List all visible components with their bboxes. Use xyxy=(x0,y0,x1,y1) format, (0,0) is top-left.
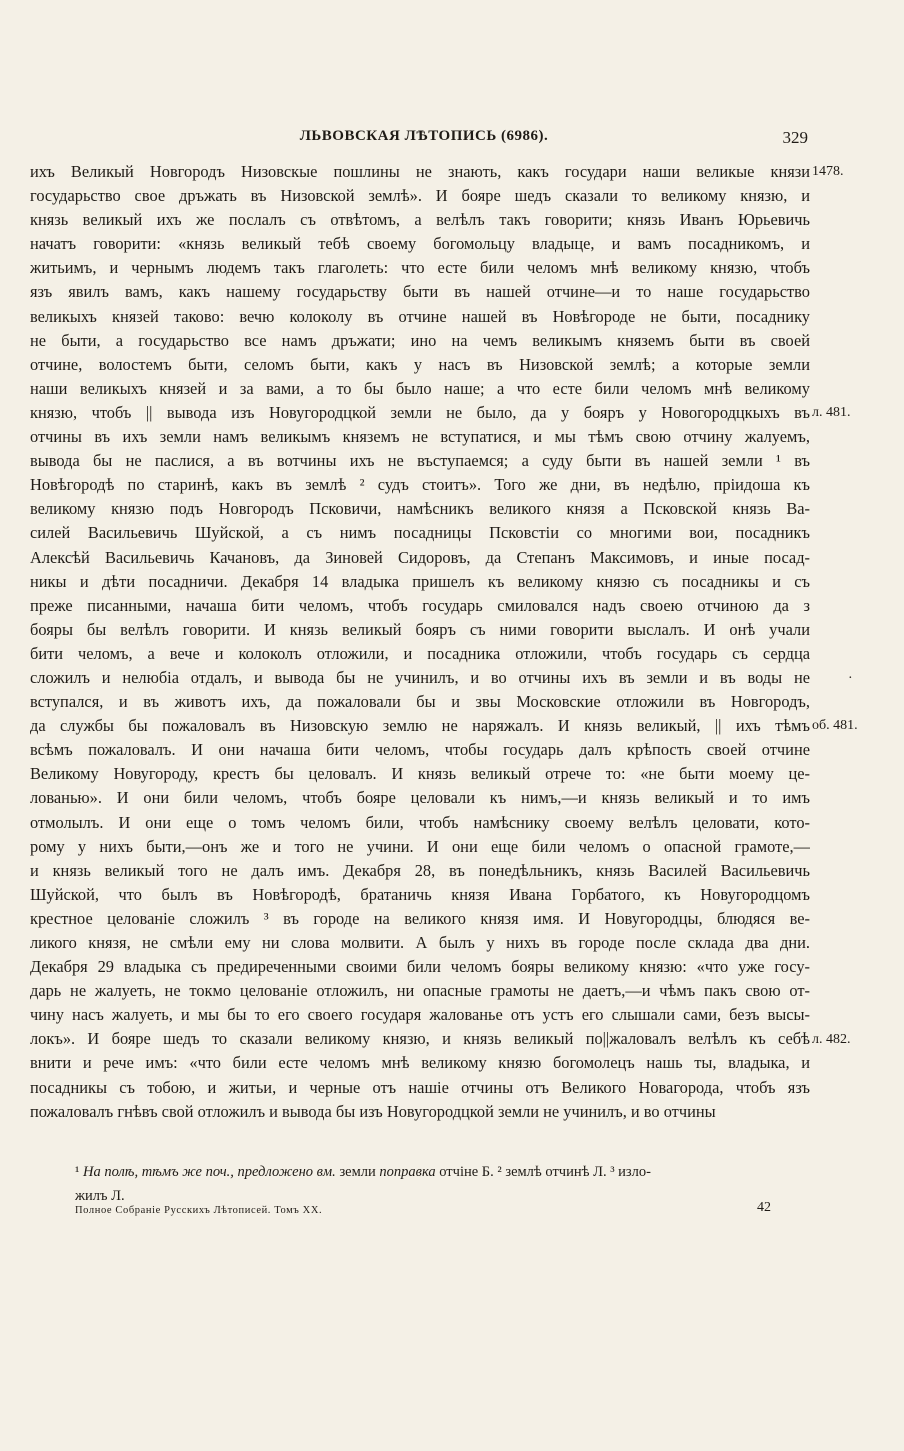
text-line: внити и рече имъ: «что били есте челомъ мнѣ великому князю богомолецъ нашь ты, владыка, и xyxy=(30,1053,810,1073)
text-line: великыхъ князей таково: вечю колоколу въ отчине нашей въ Новѣгороде не быти, посаднику xyxy=(30,306,810,326)
text-line: князь великый ихъ же послалъ съ отвѣтомъ, а велѣлъ такъ говорити; князь Иванъ Юрьевичь xyxy=(30,210,810,230)
text-line: Алексѣй Васильевичь Качановъ, да Зиновей Сидоровъ, да Степанъ Максимовъ, и иные посад- xyxy=(30,547,810,567)
signature-mark: 42 xyxy=(757,1200,771,1215)
text-line: чину насъ жалуеть, и мы бы то его своего государя жалованье отъ устъ его слышали сами, безъ высы- xyxy=(30,1005,810,1025)
text-line: начатъ говорити: «князь великый тебѣ своему богомольцу владыце, и вамъ посадникомъ, и xyxy=(30,234,810,254)
margin-note: л. 482. xyxy=(812,1031,851,1047)
text-line: не быти, а государьство все намъ дръжати; ино на чемъ великымъ княземъ быти въ своей xyxy=(30,330,810,350)
text-line: да службы бы пожаловалъ въ Низовскую землю не наряжалъ. И князь великый, || ихъ тѣмъ xyxy=(30,716,810,736)
text-line: крестное целованіе сложилъ ³ въ городе на великого князя имя. И Новугородцы, блюдяся ве- xyxy=(30,908,810,928)
main-text xyxy=(30,160,810,1124)
text-line: отчине, волостемъ быти, селомъ быти, какъ у насъ въ Низовской землѣ; а которые земли xyxy=(30,354,810,374)
footnote-part: поправка xyxy=(379,1164,436,1180)
text-line: отмолылъ. И они еще о томъ челомъ били, чтобъ намѣснику своему велѣлъ целовати, кото- xyxy=(30,812,810,832)
margin-note: об. 481. xyxy=(812,718,858,734)
text-line: ихъ Великый Новгородъ Низовскые пошлины не знають, какъ государи наши великые князи xyxy=(30,162,810,181)
text-line: князю, чтобъ || вывода изъ Новугородцкой земли не было, да у бояръ у Новогородцкыхъ въ xyxy=(30,402,810,422)
text-line: бити челомъ, а вече и колоколъ отложили, и посадника отложили, чтобъ государь съ сердца xyxy=(30,643,810,663)
text-line: вывода бы не паслися, а въ вотчины ихъ не въступаемся; а суду быти въ нашей земли ¹ въ xyxy=(30,451,810,471)
footnote-line-1 xyxy=(75,1160,805,1184)
footnote-part: отчіне Б. ² землѣ отчинѣ Л. ³ изло- xyxy=(435,1164,651,1180)
text-line: преже писанными, начаша бити челомъ, чтобъ государь смиловался надъ своею отчиною да з xyxy=(30,595,810,615)
text-line: и князь великый того не далъ имъ. Декабря 28, въ понедѣльникъ, князь Василей Васильевичь xyxy=(30,860,810,880)
text-line: силей Васильевичь Шуйской, а съ нимъ посадницы Псковстіи со многими вои, посадникъ xyxy=(30,523,810,543)
margin-note: л. 481. xyxy=(812,405,851,420)
text-line: Декабря 29 владыка съ предиреченными своими били челомъ бояры великому князю: «что уже госу- xyxy=(30,957,810,977)
text-line: локъ». И бояре шедъ то сказали великому князю, и князь великый по||жаловалъ велѣлъ къ себѣ xyxy=(30,1029,810,1049)
margin-dot: · xyxy=(848,671,853,686)
text-line: ликого князя, не смѣли ему ни слова молвити. А былъ у нихъ въ городе после склада два дни. xyxy=(30,933,810,952)
page-number: 329 xyxy=(782,128,808,147)
text-line: Шуйской, что былъ въ Новѣгородѣ, братаничь князя Ивана Горбатого, къ Новугородцомъ xyxy=(30,884,810,904)
text-line: наши великыхъ князей и за вами, а то бы было наше; а что есте били челомъ мнѣ великому xyxy=(30,378,810,398)
text-line: язъ явилъ вамъ, какъ нашему государьству быти въ нашей отчине—и то наше государьство xyxy=(30,282,810,302)
text-line: лованью». И они били челомъ, чтобъ бояре целовали къ нимъ,—и князь великый и то имъ xyxy=(30,788,810,808)
chronicle-title: ЛЬВОВСКАЯ ЛѢТОПИСЬ (6986). xyxy=(299,128,549,144)
text-line: бояры бы велѣлъ говорити. И князь великый бояръ съ ними говорити выслалъ. И онѣ учали xyxy=(30,619,810,639)
text-line: великому князю подъ Новгородъ Псковичи, намѣсникъ великого князя а Псковской князь Ва- xyxy=(30,499,810,519)
footnote-part: ¹ xyxy=(75,1164,83,1180)
text-line: пожаловалъ гнѣвъ свой отложилъ и вывода бы изъ Новугородцкой земли не учинилъ, и во отчины xyxy=(30,1101,716,1121)
text-line: сложилъ и нелюбіа отдалъ, и вывода бы не учинилъ, и во отчины ихъ въ земли и въ воды не xyxy=(30,667,810,687)
footnote-part: земли xyxy=(335,1164,380,1180)
collection-title: Полное Собраніе Русскихъ Лѣтописей. Томъ XX. xyxy=(75,1205,323,1216)
text-line: Новѣгородѣ по старинѣ, какъ въ землѣ ² судъ стоитъ». Того же дни, въ недѣлю, пріидоша къ xyxy=(30,475,810,495)
text-line: рому у нихъ быти,—онъ же и того не учини. И они еще били челомъ о опасной грамоте,— xyxy=(30,836,810,856)
text-line: государьство свое дръжать въ Низовской землѣ». И бояре шедъ сказали то великому князю, и xyxy=(30,186,810,206)
text-line: посадникы съ тобою, и житьи, и черные отъ нашіе отчины отъ Великого Новагорода, чтобъ язъ xyxy=(30,1077,810,1097)
footnote-line-2: жилъ Л. xyxy=(75,1188,125,1204)
footnote-part: На полѣ, тѣмъ же поч., предложено вм. xyxy=(82,1164,336,1180)
margin-note: 1478. xyxy=(812,164,844,179)
text-line: никы и дѣти посадничи. Декабря 14 владыка пришелъ къ великому князю съ посадникы и съ xyxy=(30,571,810,591)
text-line: Великому Новугороду, крестъ бы целовалъ. И князь великый отрече то: «не быти моему це- xyxy=(30,764,810,784)
footnotes xyxy=(75,1160,805,1208)
text-line: дарь не жалуеть, не токмо целованіе отложилъ, ни опасные грамоты не даетъ,—и чѣмъ пакъ свою от- xyxy=(30,981,810,1001)
text-line: отчины въ ихъ земли намъ великымъ княземъ не вступатися, и мы тѣмъ свою отчину жалуемъ, xyxy=(30,427,810,447)
text-line: житьимъ, и чернымъ людемъ такъ глаголеть: что есте били челомъ мнѣ великому князю, чтобъ xyxy=(30,258,810,278)
text-line: вступался, и въ животъ ихъ, да пожаловали бы и звы Московские отложили въ Новгородъ, xyxy=(30,692,810,712)
text-line: всѣмъ пожаловалъ. И они начаша бити челомъ, чтобы государь далъ крѣпость своей отчине xyxy=(30,740,810,760)
